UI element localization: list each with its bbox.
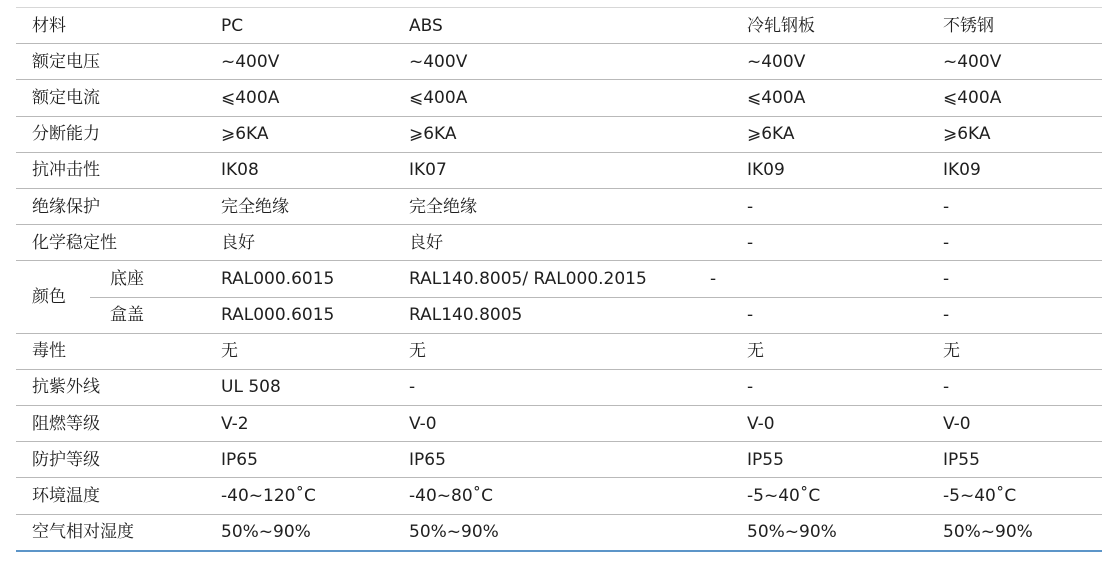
header-row <box>16 8 1102 44</box>
row-value: - <box>943 369 1102 405</box>
row-value: - <box>943 188 1102 224</box>
row-value: V-0 <box>747 406 943 442</box>
row-value: UL 508 <box>221 369 409 405</box>
row-value: 良好 <box>409 225 747 261</box>
row-value: ~400V <box>409 44 747 80</box>
row-value: IK09 <box>747 152 943 188</box>
row-value: RAL000.6015 <box>221 297 409 333</box>
row-value: ⩽400A <box>221 80 409 116</box>
row-value: - <box>943 261 1102 297</box>
table-row <box>16 152 1102 188</box>
header-label: 材料 <box>16 8 221 44</box>
row-value: - <box>409 369 747 405</box>
row-value: - <box>943 297 1102 333</box>
row-value: 完全绝缘 <box>221 188 409 224</box>
row-value: - <box>943 225 1102 261</box>
row-value: -5~40˚C <box>747 478 943 514</box>
row-value: IP55 <box>747 442 943 478</box>
row-value: V-0 <box>943 406 1102 442</box>
header-col-stainless-steel: 不锈钢 <box>943 8 1102 44</box>
row-value: 50%~90% <box>221 514 409 551</box>
row-label: 空气相对湿度 <box>16 514 221 551</box>
color-sub-label-base: 底座 <box>90 261 221 297</box>
table-row <box>16 333 1102 369</box>
row-value: ~400V <box>747 44 943 80</box>
row-value: IK07 <box>409 152 747 188</box>
row-value: 50%~90% <box>943 514 1102 551</box>
row-label: 分断能力 <box>16 116 221 152</box>
spec-table-container <box>16 7 1102 552</box>
header-col-abs: ABS <box>409 8 747 44</box>
row-value: RAL000.6015 <box>221 261 409 297</box>
row-value: 无 <box>747 333 943 369</box>
row-value: V-2 <box>221 406 409 442</box>
row-value: - <box>747 188 943 224</box>
row-value: RAL140.8005/ RAL000.2015 <box>409 261 747 297</box>
table-row <box>16 442 1102 478</box>
row-value: 无 <box>409 333 747 369</box>
table-row <box>16 478 1102 514</box>
header-col-cold-rolled-steel: 冷轧钢板 <box>747 8 943 44</box>
header-col-pc: PC <box>221 8 409 44</box>
table-row-color-cover <box>16 297 1102 333</box>
row-value: - <box>747 369 943 405</box>
row-value: ⩾6KA <box>943 116 1102 152</box>
row-value: -40~120˚C <box>221 478 409 514</box>
color-group-label: 颜色 <box>16 261 90 333</box>
row-value: IP55 <box>943 442 1102 478</box>
row-value: IP65 <box>221 442 409 478</box>
row-value: ⩾6KA <box>747 116 943 152</box>
row-value: ⩽400A <box>747 80 943 116</box>
row-value: -40~80˚C <box>409 478 747 514</box>
row-label: 抗冲击性 <box>16 152 221 188</box>
table-row <box>16 44 1102 80</box>
row-value: ~400V <box>221 44 409 80</box>
row-value: ⩽400A <box>409 80 747 116</box>
table-row <box>16 225 1102 261</box>
table-row-color-base <box>16 261 1102 297</box>
row-value: ⩾6KA <box>221 116 409 152</box>
row-label: 抗紫外线 <box>16 369 221 405</box>
row-value: 50%~90% <box>747 514 943 551</box>
row-value: RAL140.8005 <box>409 297 747 333</box>
row-value: ⩾6KA <box>409 116 747 152</box>
table-row <box>16 116 1102 152</box>
table-row <box>16 406 1102 442</box>
row-label: 绝缘保护 <box>16 188 221 224</box>
row-value: 无 <box>221 333 409 369</box>
row-value: 无 <box>943 333 1102 369</box>
row-label: 阻燃等级 <box>16 406 221 442</box>
table-row <box>16 514 1102 551</box>
row-value: V-0 <box>409 406 747 442</box>
row-value: IK08 <box>221 152 409 188</box>
table-row <box>16 188 1102 224</box>
row-value: IK09 <box>943 152 1102 188</box>
row-value: - <box>710 261 906 297</box>
table-row <box>16 369 1102 405</box>
row-value: 完全绝缘 <box>409 188 747 224</box>
row-value: - <box>747 225 943 261</box>
row-value: - <box>747 297 943 333</box>
table-row <box>16 80 1102 116</box>
row-label: 毒性 <box>16 333 221 369</box>
row-label: 额定电流 <box>16 80 221 116</box>
material-spec-table <box>16 7 1102 552</box>
row-value: 50%~90% <box>409 514 747 551</box>
row-value: ~400V <box>943 44 1102 80</box>
row-value: -5~40˚C <box>943 478 1102 514</box>
row-label: 额定电压 <box>16 44 221 80</box>
row-value: 良好 <box>221 225 409 261</box>
row-value: IP65 <box>409 442 747 478</box>
row-label: 防护等级 <box>16 442 221 478</box>
row-label: 化学稳定性 <box>16 225 221 261</box>
row-value: ⩽400A <box>943 80 1102 116</box>
color-sub-label-cover: 盒盖 <box>90 297 221 333</box>
row-label: 环境温度 <box>16 478 221 514</box>
